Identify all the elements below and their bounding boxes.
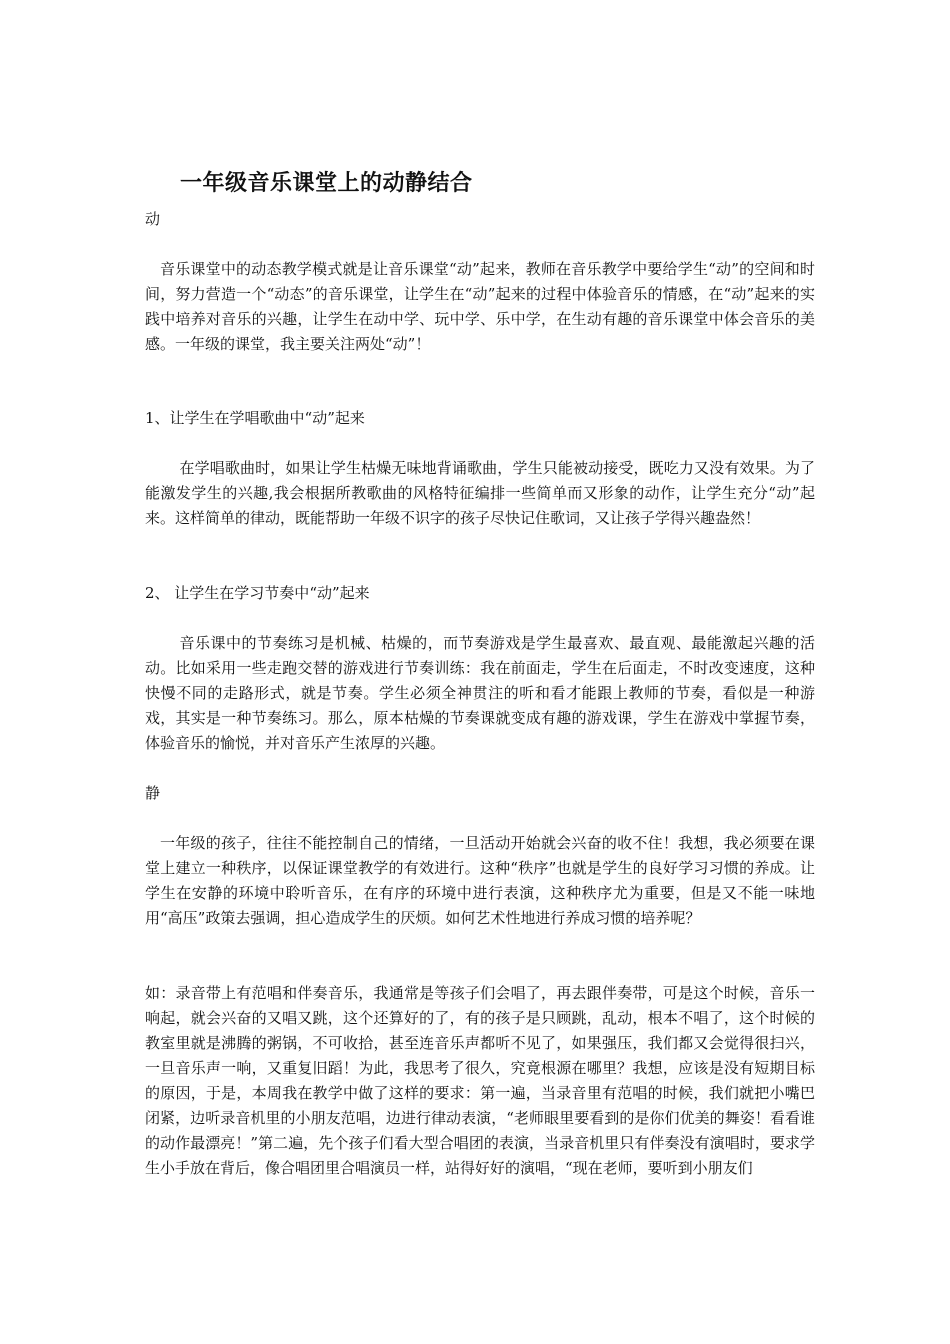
subheading-rhythm: 2、 让学生在学习节奏中“动”起来 <box>145 584 370 602</box>
section-heading-jing: 静 <box>145 784 161 802</box>
paragraph-example: 如：录音带上有范唱和伴奏音乐，我通常是等孩子们会唱了，再去跟伴奏带，可是这个时候，音乐一响起，就会兴奋的又唱又跳，这个还算好的了，有的孩子是只顾跳，乱动，根本不唱了，这个时候的教室里就是沸腾的粥锅，不可收拾，甚至连音乐声都听不见了，如果强压，我们都又会觉得很扫兴，一旦音乐声一响，又重复旧蹈！为此，我思考了很久，究竟根源在哪里？我想，应该是没有短期目标的原因，于是，本周我在教学中做了这样的要求：第一遍，当录音里有范唱的时候，我们就把小嘴巴闭紧，边听录音机里的小朋友范唱，边进行律动表演，“老师眼里要看到的是你们优美的舞姿！看看谁的动作最漂亮！”第二遍，先个孩子们看大型合唱团的表演，当录音机里只有伴奏没有演唱时，要求学生小手放在背后，像合唱团里合唱演员一样，站得好好的演唱，“现在老师，要听到小朋友们 <box>145 984 815 1177</box>
paragraph-singing: 在学唱歌曲时，如果让学生枯燥无味地背诵歌曲，学生只能被动接受，既吃力又没有效果。为了能激发学生的兴趣,我会根据所教歌曲的风格特征编排一些简单而又形象的动作，让学生充分“动”起来。这样简单的律动，既能帮助一年级不识字的孩子尽快记住歌词，又让孩子学得兴趣盎然！ <box>145 459 815 527</box>
paragraph-dong-intro: 音乐课堂中的动态教学模式就是让音乐课堂“动”起来，教师在音乐教学中要给学生“动”的空间和时间，努力营造一个“动态”的音乐课堂，让学生在“动”起来的过程中体验音乐的情感，在“动”起来的实践中培养对音乐的兴趣，让学生在动中学、玩中学、乐中学，在生动有趣的音乐课堂中体会音乐的美感。一年级的课堂，我主要关注两处“动”！ <box>145 260 815 353</box>
document-title: 一年级音乐课堂上的动静结合 <box>180 171 473 196</box>
paragraph-jing-intro: 一年级的孩子，往往不能控制自己的情绪，一旦活动开始就会兴奋的收不住！我想，我必须要在课堂上建立一种秩序，以保证课堂教学的有效进行。这种“秩序”也就是学生的良好学习习惯的养成。让学生在安静的环境中聆听音乐，在有序的环境中进行表演，这种秩序尤为重要，但是又不能一味地用“高压”政策去强调，担心造成学生的厌烦。如何艺术性地进行养成习惯的培养呢？ <box>145 834 815 927</box>
subheading-singing: 1、让学生在学唱歌曲中“动”起来 <box>145 409 365 427</box>
paragraph-rhythm: 音乐课中的节奏练习是机械、枯燥的，而节奏游戏是学生最喜欢、最直观、最能激起兴趣的活动。比如采用一些走跑交替的游戏进行节奏训练：我在前面走，学生在后面走，不时改变速度，这种快慢不同的走路形式，就是节奏。学生必须全神贯注的听和看才能跟上教师的节奏，看似是一种游戏，其实是一种节奏练习。那么，原本枯燥的节奏课就变成有趣的游戏课，学生在游戏中掌握节奏，体验音乐的愉悦，并对音乐产生浓厚的兴趣。 <box>145 634 815 752</box>
section-heading-dong: 动 <box>145 210 161 228</box>
